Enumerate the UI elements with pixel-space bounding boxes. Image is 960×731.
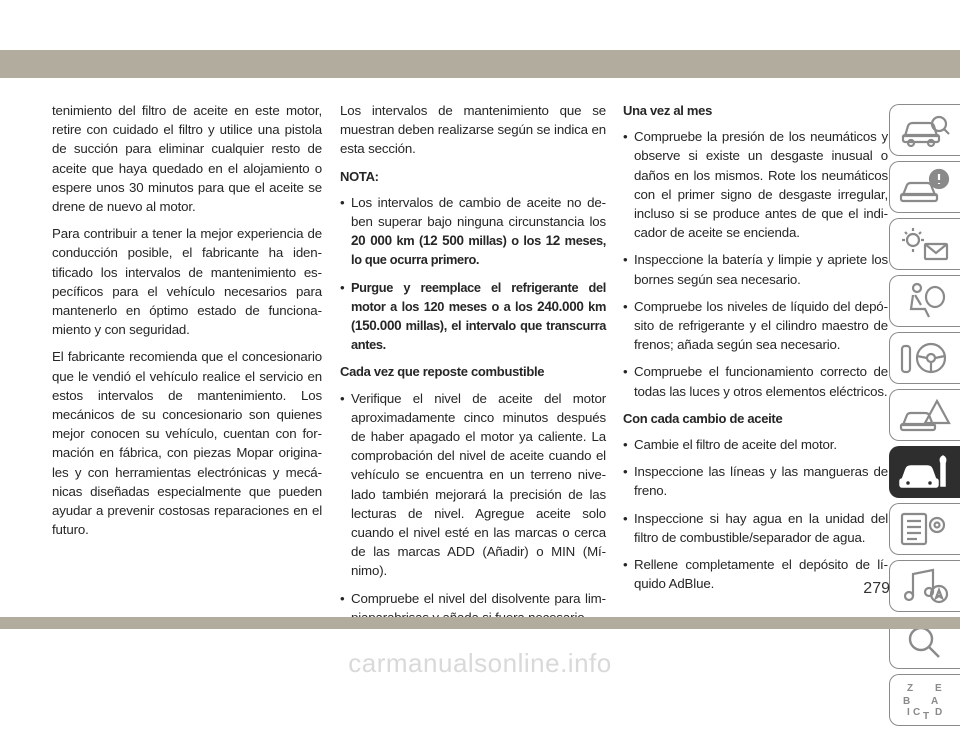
note-item-coolant: [340, 278, 606, 355]
car-magnifier-icon: [899, 110, 951, 150]
alphabet-letter: E: [935, 683, 942, 694]
note-item-oil-interval: [340, 193, 606, 270]
oil-change-item-adblue: • Rellene completamente el depósito de líquido AdBlue.: [623, 555, 888, 593]
refuel-item-oil-level: • Verifique el nivel de aceite del motor aproximadamente cinco minutos después de haber apagado el motor ya caliente. La comprobación del nivel de aceite cuando el vehículo se encuentra en un terreno nivelado también mejorará la precisión de las lecturas de nivel. Agregue aceite solo cuando el nivel esté en las marcas o cerca de las marcas ADD (Añadir) o MIN (Mínimo).: [340, 389, 606, 581]
note-unit: km (: [391, 233, 423, 249]
refuel-heading: Cada vez que reposte combustible: [340, 364, 545, 380]
monthly-list: [623, 127, 888, 401]
alphabet-letter: D: [935, 707, 943, 718]
tab-servicing-maintenance[interactable]: [889, 446, 960, 498]
refuel-list: [340, 389, 606, 627]
steering-wheel-icon: [899, 338, 951, 378]
tab-dashboard-warnings[interactable]: [889, 161, 960, 213]
column-middle: [340, 101, 606, 635]
oil-change-item-brake-lines: • Inspeccione las líneas y las mangueras de freno.: [623, 462, 888, 500]
car-hazard-icon: [899, 395, 951, 435]
note-value: 12: [545, 233, 560, 249]
note-bold-text: [351, 233, 606, 267]
car-wrench-icon: [899, 452, 951, 492]
tab-multimedia[interactable]: [889, 560, 960, 612]
monthly-item-battery: • Inspeccione la batería y limpie y apriete los bornes según sea necesario.: [623, 250, 888, 288]
alphabet-letter: Z: [907, 683, 914, 694]
tab-emergencies[interactable]: [889, 389, 960, 441]
note-value: 240.000: [537, 298, 584, 314]
alphabet-index-icon: [899, 680, 951, 720]
alphabet-letter: C: [913, 707, 921, 718]
paragraph-oil-filter: tenimiento del filtro de aceite en este motor, retire con cuidado el filtro y utilice una pistola de succión para eliminar cualquier resto de aceite que haya quedado en el alojamiento o espere unos 30 minutos para que el aceite se drene de nuevo al motor.: [52, 103, 322, 215]
note-value: 150.000: [354, 318, 402, 334]
note-list: [340, 193, 606, 355]
note-unit: km (: [351, 298, 606, 334]
note-text: Purgue y reemplace el refrigerante del motor a los 120 meses o a los: [351, 279, 606, 314]
oil-change-item-filter: • Cambie el filtro de aceite del motor.: [623, 435, 888, 454]
note-value: 20 000: [351, 233, 392, 249]
paragraph-experience: Para contribuir a tener la mejor experiencia de conducción posible, el fabricante ha identificado los intervalos de mantenimiento específicos para el vehículo necesarios para mantenerlo en óptimo estado de funcionamiento y con seguridad.: [52, 226, 322, 338]
music-nav-icon: [899, 566, 951, 606]
alphabet-letter: A: [931, 696, 939, 707]
monthly-item-lights: • Compruebe el funcionamiento correcto de todas las luces y otros elementos eléctricos.: [623, 362, 888, 400]
note-unit: millas) o los: [463, 233, 546, 249]
refuel-item-washer: • Compruebe el nivel del disolvente para lim: [340, 589, 606, 627]
alphabet-letter: I: [907, 707, 910, 718]
tab-lights-messages[interactable]: [889, 218, 960, 270]
tab-technical-specs[interactable]: [889, 503, 960, 555]
footer-band: [0, 617, 960, 629]
alphabet-letter: T: [923, 711, 930, 720]
oil-change-heading: Con cada cambio de aceite: [623, 410, 783, 426]
watermark: carmanualsonline.info: [348, 648, 612, 678]
chapter-tabs: [889, 104, 960, 731]
seat-airbag-icon: [899, 281, 951, 321]
car-warning-icon: [899, 167, 951, 207]
monthly-item-fluids: • Compruebe los niveles de líquido del depósito de refrigerante y el cilindro maestro de frenos; añada según sea necesario.: [623, 297, 888, 355]
light-message-icon: [899, 224, 951, 264]
tab-safety[interactable]: [889, 275, 960, 327]
note-unit: millas), el intervalo que transcurra antes.: [351, 318, 606, 353]
alphabet-letter: B: [903, 696, 911, 707]
column-right: [623, 101, 888, 601]
column-left: [52, 101, 322, 547]
monthly-item-tires: • Compruebe la presión de los neumáticos y observe si existe un desgaste inusual o daños en los mismos. Rote los neumáticos con el primer signo de desgaste irregular, incluso si se produce antes de que el indicador de aceite se encienda.: [623, 127, 888, 242]
oil-change-list: [623, 435, 888, 593]
page-number: 279: [863, 580, 890, 597]
oil-change-item-fuel-water: • Inspeccione si hay agua en la unidad del filtro de combustible/separador de agua.: [623, 509, 888, 547]
monthly-heading: Una vez al mes: [623, 103, 713, 118]
paragraph-dealer: El fabricante recomienda que el concesionario que le vendió el vehículo realice el servicio en estos intervalos de mantenimiento. Los mecánicos de su concesionario son quienes mejor conocen su vehículo, cuentan con formación en fábrica, con piezas Mopar originales y con herramientas electrónicas y mecánicas diseñadas especialmente que pueden ayudar a prevenir costosas reparaciones en el futuro.: [52, 349, 322, 538]
tab-index[interactable]: [889, 674, 960, 726]
paragraph-intervals: Los intervalos de mantenimiento que se muestran deben realizarse según se indica en esta sección.: [340, 103, 606, 157]
header-band: [0, 50, 960, 78]
note-heading: NOTA:: [340, 168, 379, 184]
spec-list-gear-icon: [899, 509, 951, 549]
tab-vehicle-overview[interactable]: [889, 104, 960, 156]
tab-starting-operating[interactable]: [889, 332, 960, 384]
note-value: 12 500: [422, 233, 464, 249]
note-bold-text: [351, 280, 606, 353]
note-unit: meses, lo que ocurra primero.: [351, 233, 606, 268]
note-text: Los intervalos de cambio de aceite no deben superar bajo ninguna circunstancia los: [351, 194, 606, 230]
